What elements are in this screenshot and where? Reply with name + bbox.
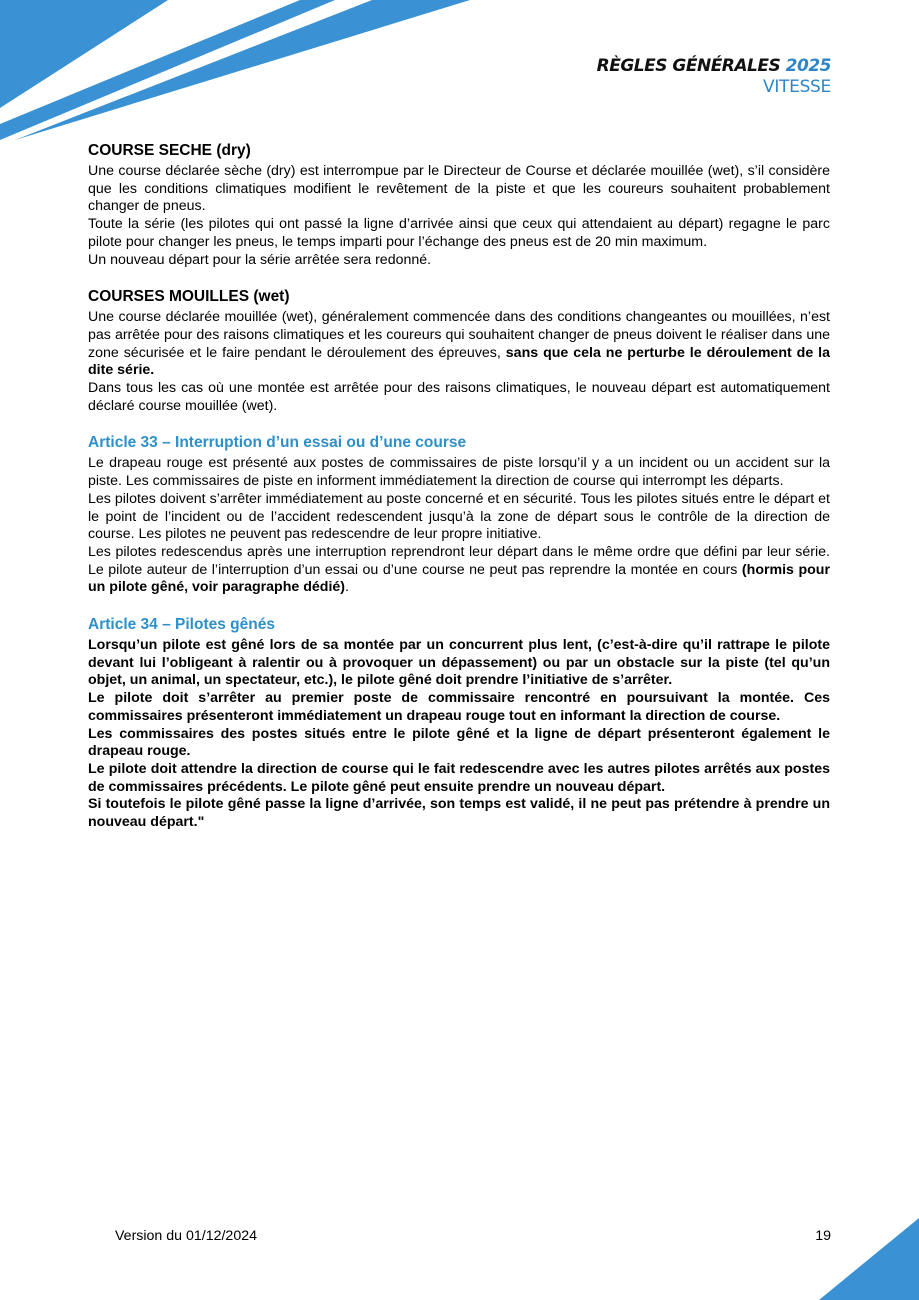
paragraph-bold-text: sans que cela ne perturbe le déroulement de la dite série. (88, 344, 830, 379)
header-stripes-decoration (0, 0, 480, 145)
article-34-title: Article 34 – Pilotes gênés (88, 616, 275, 634)
paragraph-text: Une course déclarée mouillée (wet), généralement commencée dans des conditions changeantes ou mouillées, n’est pas arrêtée pour des raisons climatiques et les coureurs qui souhaitent changer de pneus doivent le réaliser dans une zone sécurisée et le faire pendant le déroulement des épreuves, (88, 309, 830, 361)
header-subtitle: VITESSE (763, 77, 831, 97)
footer-triangle-decoration (819, 1218, 919, 1300)
paragraph: Dans tous les cas où une montée est arrêtée pour des raisons climatiques, le nouveau départ est automatiquement déclaré course mouillée (wet). (88, 380, 830, 414)
paragraph-text: . (345, 579, 349, 596)
paragraph: Si toutefois le pilote gêné passe la ligne d’arrivée, son temps est validé, il ne peut pas prétendre à prendre un nouveau départ." (88, 796, 830, 831)
paragraph: Toute la série (les pilotes qui ont passé la ligne d’arrivée ainsi que ceux qui attendaient au départ) regagne le parc pilote pour changer les pneus, le temps imparti pour l’échange des pneus est de 20 min maximum. (88, 216, 830, 250)
paragraph: Les pilotes doivent s’arrêter immédiatement au poste concerné et en sécurité. Tous les pilotes situés entre le départ et le point de l’incident ou de l’accident redescendent jusqu’à la zone de départ sous le contrôle de la direction de course. Les pilotes ne peuvent pas redescendre de leur propre initiative. (88, 490, 830, 543)
footer-version: Version du 01/12/2024 (115, 1228, 257, 1244)
section-title-wet: COURSES MOUILLES (wet) (88, 288, 290, 306)
paragraph: Un nouveau départ pour la série arrêtée sera redonné. (88, 251, 432, 268)
paragraph-bold-text: (hormis pour un pilote gêné, voir paragraphe dédié) (88, 561, 830, 596)
header-year: 2025 (785, 56, 831, 76)
paragraph: Les commissaires des postes situés entre le pilote gêné et la ligne de départ présenteront également le drapeau rouge. (88, 725, 830, 760)
document-header (597, 56, 831, 98)
paragraph: Lorsqu’un pilote est gêné lors de sa montée par un concurrent plus lent, (c’est-à-dire qu’il rattrape le pilote devant lui l’obligeant à ralentir ou à provoquer un dépassement) ou par un obstacle sur la piste (tel qu’un objet, un animal, un spectateur, etc.), le pilote gêné doit prendre l’initiative de s’arrêter. (88, 637, 830, 689)
page-content (88, 141, 830, 832)
article-33-title: Article 33 – Interruption d’un essai ou d’une course (88, 434, 467, 452)
paragraph-text: Les pilotes redescendus après une interruption reprendront leur départ dans le même ordre que défini par leur série. Le pilote auteur de l’interruption d’un essai ou d’une course ne peut pas reprendre la montée en cours (88, 543, 830, 578)
page-number: 19 (815, 1228, 831, 1244)
paragraph: Une course déclarée sèche (dry) est interrompue par le Directeur de Course et déclarée mouillée (wet), s’il considère que les conditions climatiques modifient le revêtement de la piste et que les coureurs souhaitent probablement changer de pneus. (88, 163, 830, 215)
paragraph (88, 309, 830, 380)
paragraph: Le pilote doit attendre la direction de course qui le fait redescendre avec les autres pilotes arrêtés aux postes de commissaires précédents. Le pilote gêné peut ensuite prendre un nouveau départ. (88, 760, 830, 795)
paragraph: Le pilote doit s’arrêter au premier poste de commissaire rencontré en poursuivant la montée. Ces commissaires présenteront immédiatement un drapeau rouge tout en informant la direction de course. (88, 690, 830, 724)
paragraph (88, 544, 830, 597)
header-title (597, 56, 831, 76)
section-title-dry: COURSE SECHE (dry) (88, 142, 251, 159)
paragraph: Le drapeau rouge est présenté aux postes de commissaires de piste lorsqu’il y a un incident ou un accident sur la piste. Les commissaires de piste en informent immédiatement la direction de course qui interrompt les départs. (88, 455, 830, 490)
header-title-text: RÈGLES GÉNÉRALES (596, 56, 781, 76)
